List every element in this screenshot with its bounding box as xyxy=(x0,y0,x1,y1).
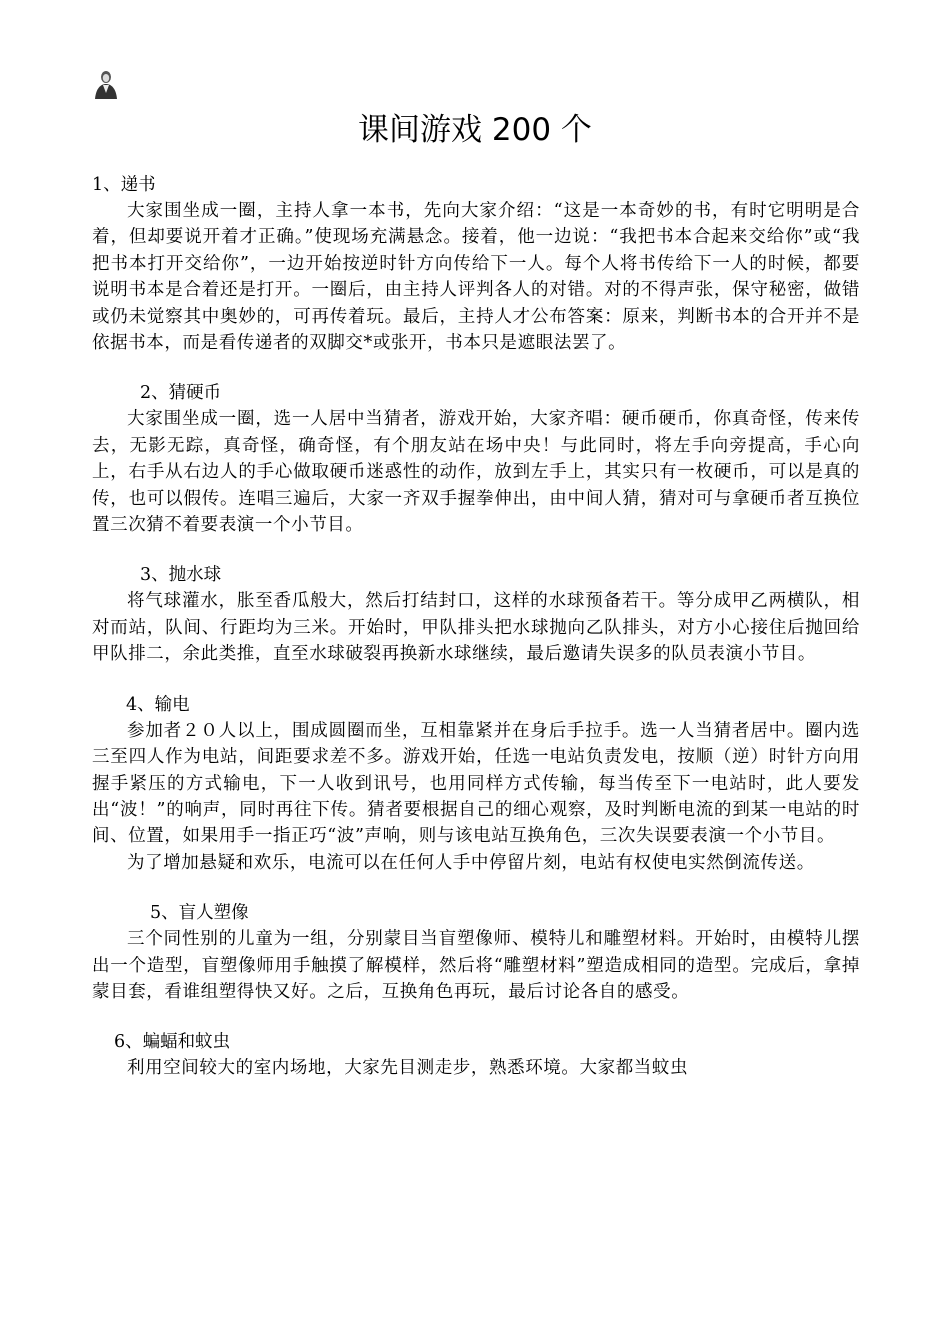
section-paragraph: 利用空间较大的室内场地，大家先目测走步，熟悉环境。大家都当蚊虫 xyxy=(127,1058,689,1079)
section-heading: 4、输电 xyxy=(126,694,190,715)
section-heading: 2、猜硬币 xyxy=(140,383,222,404)
section-heading: 6、蝙蝠和蚊虫 xyxy=(114,1032,231,1053)
section-heading: 1、递书 xyxy=(92,175,156,195)
section-6 xyxy=(92,1029,860,1081)
section-heading: 3、抛水球 xyxy=(140,565,222,586)
section-1 xyxy=(92,172,860,356)
section-paragraph: 大家围坐成一圈，主持人拿一本书，先向大家介绍：“这是一本奇妙的书，有时它明明是合着，但却要说开着才正确。”使现场充满悬念。接着，他一边说：“我把书本合起来交给你”或“我把书本打开交给你”，一边开始按逆时针方向传给下一人。每个人将书传给下一人的时候，都要说明书本是合着还是打开。一圈后，由主持人评判各人的对错。对的不得声张，保守秘密，做错或仍未觉察其中奥妙的，可再传着玩。最后，主持人才公布答案：原来，判断书本的合开并不是依据书本，而是看传递者的双脚交*或张开，书本只是遮眼法罢了。 xyxy=(92,201,860,354)
section-paragraph: 三个同性别的儿童为一组，分别蒙目当盲塑像师、模特儿和雕塑材料。开始时，由模特儿摆出一个造型，盲塑像师用手触摸了解模样，然后将“雕塑材料”塑造成相同的造型。完成后，拿掉蒙目套，看谁组塑得快又好。之后，互换角色再玩，最后讨论各自的感受。 xyxy=(92,929,860,1002)
portrait-logo-icon xyxy=(90,68,122,100)
section-4 xyxy=(92,692,860,876)
section-heading: 5、盲人塑像 xyxy=(150,903,249,924)
document-body xyxy=(92,172,860,1082)
section-paragraph: 将气球灌水，胀至香瓜般大，然后打结封口，这样的水球预备若干。等分成甲乙两横队，相对而站，队间、行距均为三米。开始时，甲队排头把水球抛向乙队排头，对方小心接住后抛回给甲队排二，余此类推，直至水球破裂再换新水球继续，最后邀请失误多的队员表演小节目。 xyxy=(92,591,860,665)
section-paragraph: 大家围坐成一圈，选一人居中当猜者，游戏开始，大家齐唱：硬币硬币，你真奇怪，传来传去，无影无踪，真奇怪，确奇怪，有个朋友站在场中央！与此同时，将左手向旁提高，手心向上，右手从右边人的手心做取硬币迷惑性的动作，放到左手上，其实只有一枚硬币，可以是真的传，也可以假传。连唱三遍后，大家一齐双手握拳伸出，由中间人猜，猜对可与拿硬币者互换位置三次猜不着要表演一个小节目。 xyxy=(92,409,860,536)
section-paragraph: 参加者２０人以上，围成圆圈而坐，互相靠紧并在身后手拉手。选一人当猜者居中。圈内选三至四人作为电站，间距要求差不多。游戏开始，任选一电站负责发电，按顺（逆）时针方向用握手紧压的方式输电，下一人收到讯号，也用同样方式传输，每当传至下一电站时，此人要发出“波！”的响声，同时再往下传。猜者要根据自己的细心观察，及时判断电流的到某一电站的时间、位置，如果用手一指正巧“波”声响，则与该电站互换角色，三次失误要表演一个小节目。 xyxy=(92,720,860,847)
section-paragraph: 为了增加悬疑和欢乐，电流可以在任何人手中停留片刻，电站有权使电实然倒流传送。 xyxy=(127,852,815,873)
document-title: 课间游戏 200 个 xyxy=(358,112,592,148)
section-3 xyxy=(92,562,860,667)
section-2 xyxy=(92,380,860,538)
section-5 xyxy=(92,900,860,1005)
